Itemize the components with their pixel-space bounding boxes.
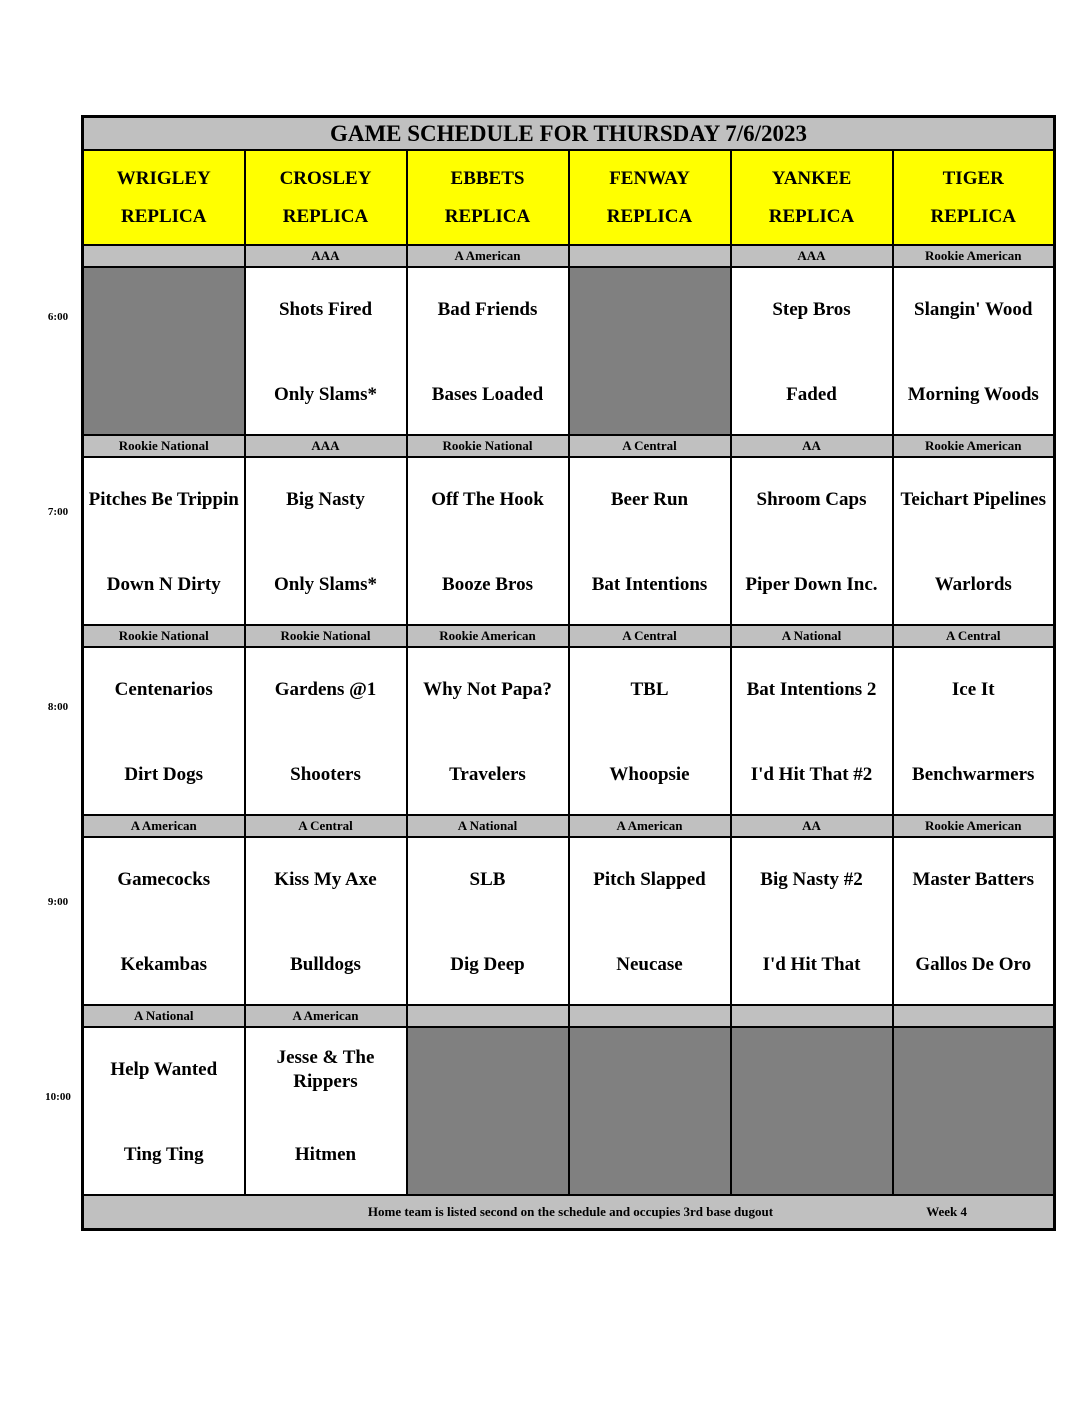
- away-team: Help Wanted: [110, 1059, 218, 1080]
- field-header: [731, 150, 893, 245]
- schedule-table: [81, 115, 1056, 1231]
- field-name: EBBETS: [450, 167, 525, 189]
- matchup: [246, 1028, 406, 1194]
- field-sub: REPLICA: [282, 205, 369, 227]
- home-team: Only Slams*: [274, 574, 377, 595]
- away-team: TBL: [630, 679, 669, 700]
- division-label: A American: [569, 815, 731, 837]
- home-team: Only Slams*: [274, 384, 377, 405]
- field-sub: REPLICA: [444, 205, 531, 227]
- division-label: Rookie American: [893, 815, 1055, 837]
- empty-slot: [893, 1027, 1055, 1195]
- home-team: I'd Hit That: [762, 954, 861, 975]
- game-cell: [569, 457, 731, 625]
- time-label: 8:00: [47, 701, 69, 713]
- game-row: [83, 837, 1055, 1005]
- matchup: [84, 838, 244, 1004]
- division-label: A American: [83, 815, 245, 837]
- division-label: AAA: [245, 435, 407, 457]
- field-header: [83, 150, 245, 245]
- away-team: Teichart Pipelines: [900, 489, 1046, 510]
- game-cell: [407, 647, 569, 815]
- away-team: Bad Friends: [437, 299, 538, 320]
- game-cell: [893, 457, 1055, 625]
- home-team: Travelers: [449, 764, 526, 785]
- game-cell: [245, 457, 407, 625]
- game-cell: [893, 267, 1055, 435]
- matchup: [84, 1028, 244, 1194]
- game-cell: [569, 837, 731, 1005]
- field-name: WRIGLEY: [116, 167, 211, 189]
- division-label: AA: [731, 435, 893, 457]
- division-label: [407, 1005, 569, 1027]
- game-cell: [83, 837, 245, 1005]
- matchup: [84, 648, 244, 814]
- division-label: [569, 1005, 731, 1027]
- game-cell: [245, 647, 407, 815]
- matchup: [570, 458, 730, 624]
- division-label: Rookie National: [83, 435, 245, 457]
- home-team: Booze Bros: [442, 574, 533, 595]
- matchup: [732, 648, 892, 814]
- away-team: Gardens @1: [274, 679, 377, 700]
- home-team: Warlords: [934, 574, 1012, 595]
- field-header: [893, 150, 1055, 245]
- footer-row: [83, 1195, 1055, 1230]
- home-team: Benchwarmers: [912, 764, 1035, 785]
- division-row: [83, 245, 1055, 267]
- matchup: [570, 838, 730, 1004]
- home-team: Bases Loaded: [431, 384, 544, 405]
- game-cell: [245, 1027, 407, 1195]
- matchup: [732, 458, 892, 624]
- field-name: YANKEE: [771, 167, 852, 189]
- empty-slot: [83, 267, 245, 435]
- field-name: CROSLEY: [279, 167, 372, 189]
- game-row: [83, 457, 1055, 625]
- home-team: Whoopsie: [609, 764, 690, 785]
- division-row: [83, 625, 1055, 647]
- division-label: Rookie American: [893, 435, 1055, 457]
- away-team: Step Bros: [772, 299, 851, 320]
- away-team: Beer Run: [610, 489, 689, 510]
- home-team: Ting Ting: [123, 1144, 204, 1165]
- footer-cell: [83, 1195, 1055, 1230]
- time-label: 7:00: [47, 506, 69, 518]
- away-team: Why Not Papa?: [423, 679, 552, 700]
- field-header: [569, 150, 731, 245]
- time-label: 10:00: [45, 1091, 71, 1103]
- game-cell: [245, 837, 407, 1005]
- away-team: Pitch Slapped: [593, 869, 706, 890]
- schedule-body: [83, 117, 1055, 1230]
- away-team: SLB: [469, 869, 506, 890]
- time-label: 9:00: [47, 896, 69, 908]
- game-cell: [731, 267, 893, 435]
- away-team: Kiss My Axe: [274, 869, 377, 890]
- field-sub: REPLICA: [606, 205, 693, 227]
- game-row: [83, 647, 1055, 815]
- division-label: A National: [731, 625, 893, 647]
- division-label: A Central: [569, 435, 731, 457]
- matchup: [408, 838, 568, 1004]
- game-cell: [893, 837, 1055, 1005]
- division-label: A American: [245, 1005, 407, 1027]
- matchup: [570, 648, 730, 814]
- division-label: Rookie National: [407, 435, 569, 457]
- home-team: Dirt Dogs: [124, 764, 204, 785]
- away-team: Slangin' Wood: [914, 299, 1033, 320]
- home-team: Kekambas: [120, 954, 208, 975]
- matchup: [408, 458, 568, 624]
- empty-slot: [731, 1027, 893, 1195]
- home-team: Neucase: [616, 954, 683, 975]
- field-sub: REPLICA: [120, 205, 207, 227]
- home-team: I'd Hit That #2: [750, 764, 873, 785]
- division-row: [83, 435, 1055, 457]
- division-label: Rookie American: [893, 245, 1055, 267]
- away-team: Big Nasty #2: [760, 869, 863, 890]
- matchup: [732, 268, 892, 434]
- field-header-row: [83, 150, 1055, 245]
- away-team: Jesse & The Rippers: [276, 1047, 375, 1092]
- matchup: [246, 838, 406, 1004]
- away-team: Master Batters: [912, 869, 1034, 890]
- division-row: [83, 815, 1055, 837]
- matchup: [894, 648, 1054, 814]
- division-label: A American: [407, 245, 569, 267]
- empty-slot: [569, 267, 731, 435]
- field-name: TIGER: [942, 167, 1004, 189]
- home-team: Piper Down Inc.: [745, 574, 878, 595]
- footer-content: [84, 1196, 1053, 1228]
- away-team: Shots Fired: [278, 299, 373, 320]
- division-label: [83, 245, 245, 267]
- week-label: Week 4: [926, 1204, 967, 1219]
- game-cell: [83, 647, 245, 815]
- home-team: Gallos De Oro: [915, 954, 1032, 975]
- away-team: Ice It: [951, 679, 995, 700]
- division-label: A National: [83, 1005, 245, 1027]
- game-cell: [83, 1027, 245, 1195]
- matchup: [894, 458, 1054, 624]
- schedule-title: GAME SCHEDULE FOR THURSDAY 7/6/2023: [83, 117, 1055, 151]
- away-team: Shroom Caps: [756, 489, 867, 510]
- away-team: Gamecocks: [117, 869, 211, 890]
- home-team: Dig Deep: [450, 954, 525, 975]
- division-label: [569, 245, 731, 267]
- matchup: [246, 268, 406, 434]
- division-row: [83, 1005, 1055, 1027]
- field-name: FENWAY: [609, 167, 690, 189]
- game-cell: [245, 267, 407, 435]
- away-team: Off The Hook: [431, 489, 544, 510]
- matchup: [732, 838, 892, 1004]
- division-label: Rookie National: [245, 625, 407, 647]
- division-label: A National: [407, 815, 569, 837]
- division-label: [893, 1005, 1055, 1027]
- game-cell: [83, 457, 245, 625]
- time-label: 6:00: [47, 311, 69, 323]
- away-team: Pitches Be Trippin: [88, 489, 239, 510]
- away-team: Big Nasty: [286, 489, 365, 510]
- home-team: Bat Intentions: [591, 574, 708, 595]
- division-label: A Central: [893, 625, 1055, 647]
- game-cell: [731, 837, 893, 1005]
- division-label: A Central: [569, 625, 731, 647]
- home-team: Hitmen: [294, 1144, 357, 1165]
- division-label: Rookie American: [407, 625, 569, 647]
- game-cell: [731, 647, 893, 815]
- empty-slot: [407, 1027, 569, 1195]
- home-team: Shooters: [290, 764, 361, 785]
- field-header: [245, 150, 407, 245]
- game-cell: [569, 647, 731, 815]
- matchup: [894, 838, 1054, 1004]
- matchup: [408, 268, 568, 434]
- home-team: Bulldogs: [290, 954, 361, 975]
- game-cell: [407, 457, 569, 625]
- division-label: A Central: [245, 815, 407, 837]
- matchup: [84, 458, 244, 624]
- away-team: Bat Intentions 2: [746, 679, 877, 700]
- game-cell: [893, 647, 1055, 815]
- home-team: Faded: [786, 384, 837, 405]
- field-header: [407, 150, 569, 245]
- empty-slot: [569, 1027, 731, 1195]
- division-label: AAA: [731, 245, 893, 267]
- game-row: [83, 267, 1055, 435]
- division-label: [731, 1005, 893, 1027]
- field-sub: REPLICA: [768, 205, 855, 227]
- game-cell: [407, 837, 569, 1005]
- home-team-note: Home team is listed second on the schedule and occupies 3rd base dugout: [367, 1204, 774, 1219]
- division-label: Rookie National: [83, 625, 245, 647]
- division-label: AA: [731, 815, 893, 837]
- field-sub: REPLICA: [930, 205, 1016, 227]
- matchup: [246, 458, 406, 624]
- game-cell: [407, 267, 569, 435]
- matchup: [246, 648, 406, 814]
- matchup: [894, 268, 1054, 434]
- game-row: [83, 1027, 1055, 1195]
- matchup: [408, 648, 568, 814]
- title-row: [83, 117, 1055, 151]
- away-team: Centenarios: [114, 679, 213, 700]
- division-label: AAA: [245, 245, 407, 267]
- home-team: Down N Dirty: [106, 574, 221, 595]
- game-cell: [731, 457, 893, 625]
- home-team: Morning Woods: [907, 384, 1039, 405]
